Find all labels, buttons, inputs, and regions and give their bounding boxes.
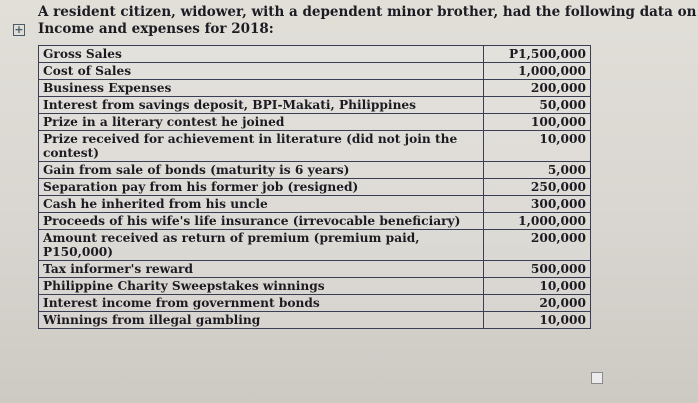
row-amount: 10,000 (484, 278, 591, 295)
row-label: Tax informer's reward (39, 261, 484, 278)
row-amount: 10,000 (484, 131, 591, 162)
table-row (39, 80, 591, 97)
table-resize-handle[interactable] (591, 372, 603, 384)
row-label: Winnings from illegal gambling (39, 312, 484, 329)
row-label: Gain from sale of bonds (maturity is 6 years) (39, 162, 484, 179)
row-label: Philippine Charity Sweepstakes winnings (39, 278, 484, 295)
table-row (39, 46, 591, 63)
row-label: Cost of Sales (39, 63, 484, 80)
table-row (39, 179, 591, 196)
table-row (39, 114, 591, 131)
row-label: Interest from savings deposit, BPI-Makati, Philippines (39, 97, 484, 114)
income-expense-table (38, 45, 591, 329)
row-amount: 200,000 (484, 230, 591, 261)
table-row (39, 230, 591, 261)
row-amount: 50,000 (484, 97, 591, 114)
table-row (39, 162, 591, 179)
row-amount: 5,000 (484, 162, 591, 179)
row-label: Business Expenses (39, 80, 484, 97)
table-row (39, 196, 591, 213)
row-label: Proceeds of his wife's life insurance (irrevocable beneficiary) (39, 213, 484, 230)
table-row (39, 261, 591, 278)
problem-heading-line-2: Income and expenses for 2018: (38, 21, 274, 37)
table-row (39, 295, 591, 312)
row-amount: 100,000 (484, 114, 591, 131)
row-label: Prize in a literary contest he joined (39, 114, 484, 131)
row-amount: 250,000 (484, 179, 591, 196)
table-row (39, 278, 591, 295)
table-row (39, 97, 591, 114)
row-label: Interest income from government bonds (39, 295, 484, 312)
problem-heading-line-1: A resident citizen, widower, with a dependent minor brother, had the following data on (38, 4, 697, 20)
row-amount: 10,000 (484, 312, 591, 329)
table-row (39, 213, 591, 230)
row-amount: 300,000 (484, 196, 591, 213)
row-amount: P1,500,000 (484, 46, 591, 63)
row-label: Prize received for achievement in literature (did not join the contest) (39, 131, 484, 162)
expand-plus-icon[interactable]: + (14, 23, 24, 36)
row-label: Amount received as return of premium (premium paid, P150,000) (39, 230, 484, 261)
table-row (39, 131, 591, 162)
row-amount: 500,000 (484, 261, 591, 278)
row-label: Separation pay from his former job (resigned) (39, 179, 484, 196)
row-label: Cash he inherited from his uncle (39, 196, 484, 213)
row-label: Gross Sales (39, 46, 484, 63)
table-row (39, 312, 591, 329)
table-row (39, 63, 591, 80)
table-body (39, 46, 591, 329)
row-amount: 20,000 (484, 295, 591, 312)
row-amount: 200,000 (484, 80, 591, 97)
row-amount: 1,000,000 (484, 63, 591, 80)
row-amount: 1,000,000 (484, 213, 591, 230)
